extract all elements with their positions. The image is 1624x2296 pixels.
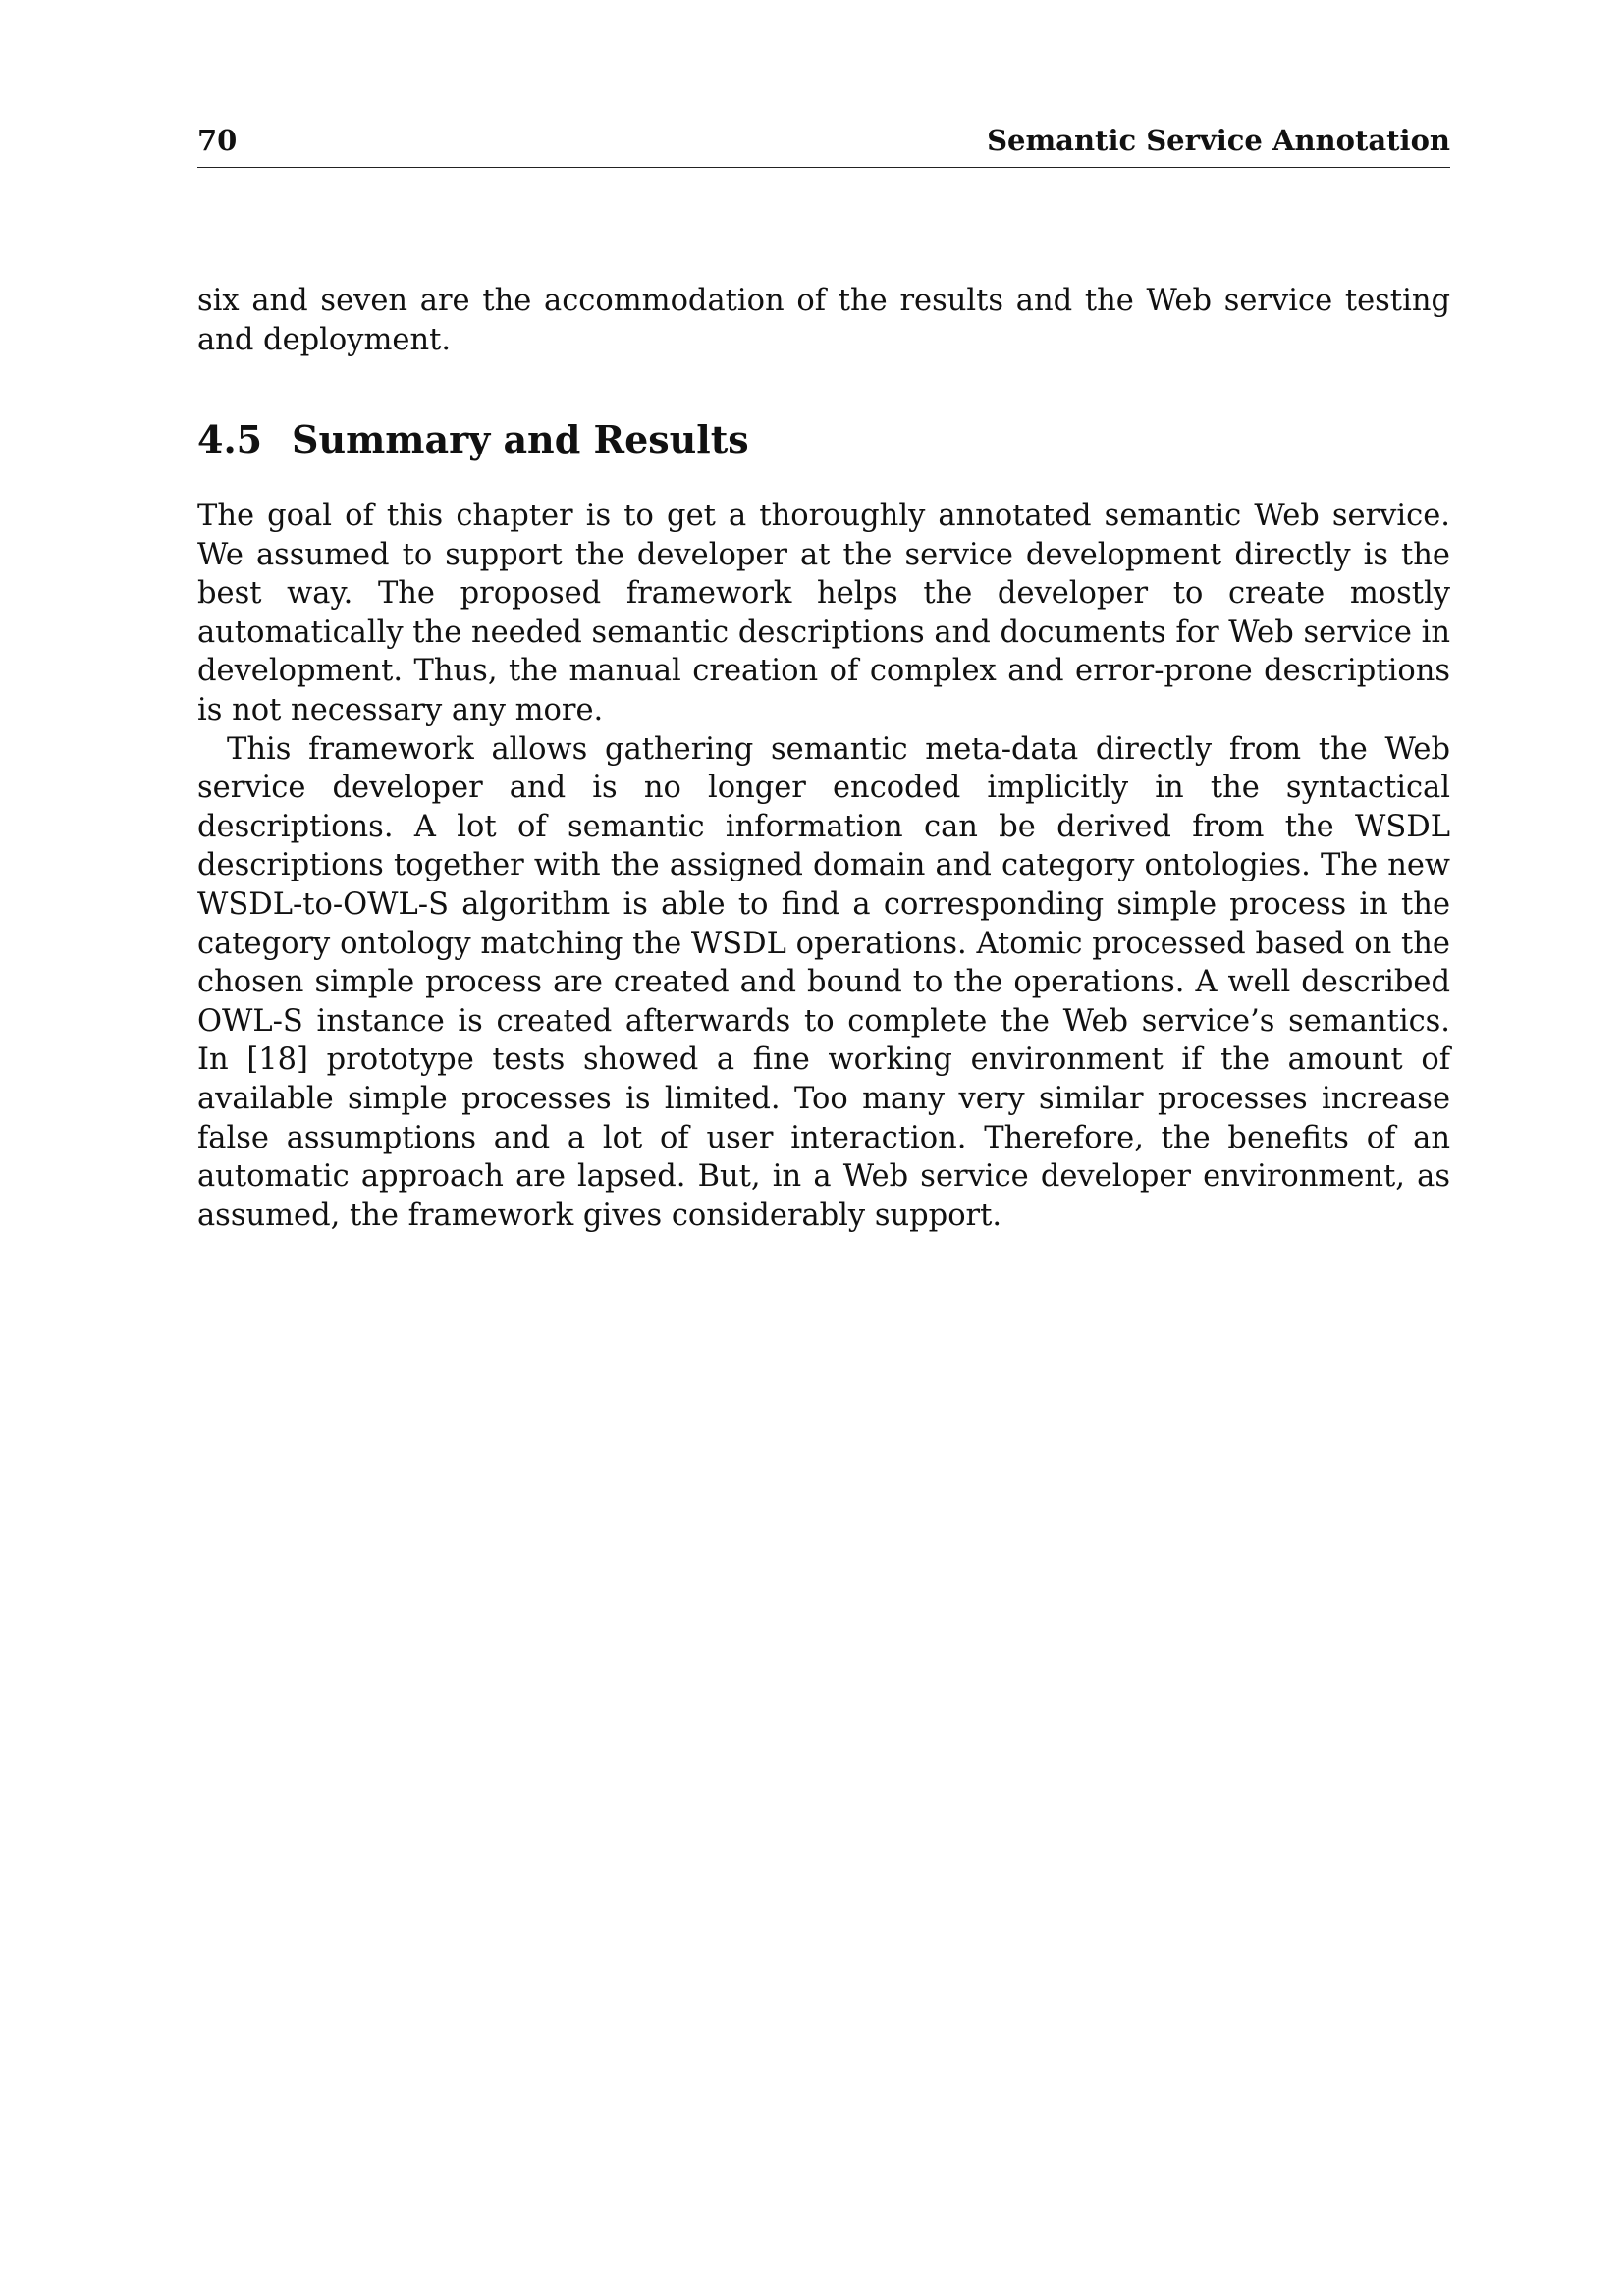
section-heading xyxy=(197,416,1450,463)
paragraph: This framework allows gathering semantic meta-data directly from the Web service developer and is no longer encoded implicitly in the syntactical descriptions. A lot of semantic information can be derived from the WSDL descriptions together with the assigned domain and category ontologies. The new WSDL-to-OWL-S algorithm is able to find a corresponding simple process in the category ontology matching the WSDL operations. Atomic processed based on the chosen simple process are created and bound to the operations. A well described OWL-S instance is created afterwards to complete the Web service’s semantics. In [18] prototype tests showed a fine working environment if the amount of available simple processes is limited. Too many very similar processes increase false assumptions and a lot of user interaction. Therefore, the benefits of an automatic approach are lapsed. But, in a Web service developer environment, as assumed, the framework gives considerably support. xyxy=(197,731,1450,1233)
chapter-title: Semantic Service Annotation xyxy=(987,124,1450,157)
page-number: 70 xyxy=(197,124,238,157)
continuation-paragraph: six and seven are the accommodation of the results and the Web service testing and deployment. xyxy=(197,284,1450,357)
section-body xyxy=(197,497,1450,1235)
paragraph: The goal of this chapter is to get a thoroughly annotated semantic Web service. We assumed to support the developer at the service development directly is the best way. The proposed framework helps the developer to create mostly automatically the needed semantic descriptions and documents for Web service in development. Thus, the manual creation of complex and error-prone descriptions is not necessary any more. xyxy=(197,499,1450,727)
section-title: Summary and Results xyxy=(292,417,749,461)
continuation-text xyxy=(197,282,1450,359)
running-header xyxy=(197,124,1450,168)
section-number: 4.5 xyxy=(197,417,263,461)
